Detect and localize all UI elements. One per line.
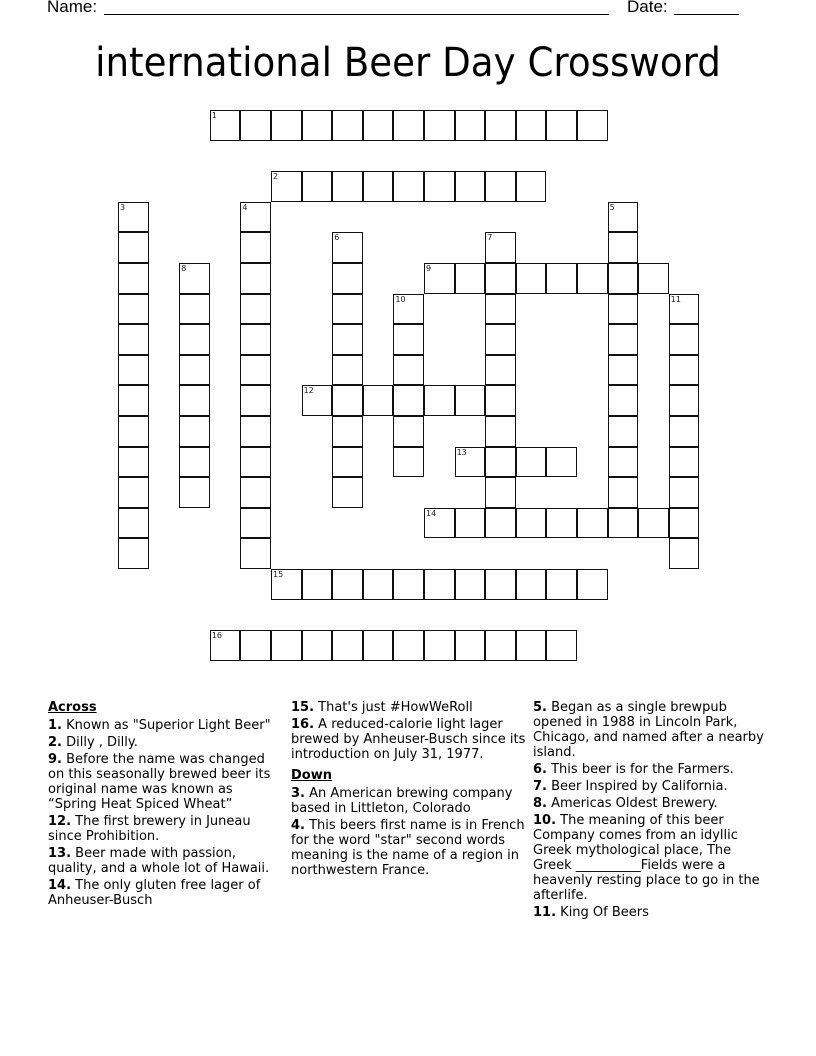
- grid-cell[interactable]: [332, 263, 363, 294]
- clue-text: The only gluten free lager of Anheuser-Busch: [48, 878, 261, 908]
- grid-cell[interactable]: [363, 385, 394, 416]
- across-clue: [48, 814, 283, 844]
- grid-cell[interactable]: [424, 171, 455, 202]
- across-clue: [291, 700, 526, 715]
- grid-cell[interactable]: [546, 263, 577, 294]
- grid-cell[interactable]: [485, 171, 516, 202]
- clue-text: Before the name was changed on this seasonally brewed beer its original name was known as “Spring Heat Spiced Wheat”: [48, 752, 271, 812]
- grid-cell[interactable]: [210, 110, 241, 141]
- grid-cell[interactable]: [485, 232, 516, 263]
- grid-cell[interactable]: [485, 569, 516, 600]
- grid-cell[interactable]: [485, 447, 516, 478]
- clue-number-label: 9.: [48, 752, 62, 767]
- clue-number: 11: [670, 294, 681, 304]
- grid-cell[interactable]: [302, 385, 333, 416]
- clue-number-label: 15.: [291, 700, 315, 715]
- grid-cell[interactable]: [485, 508, 516, 539]
- grid-cell[interactable]: [118, 294, 149, 325]
- grid-cell[interactable]: [332, 416, 363, 447]
- grid-cell[interactable]: [240, 477, 271, 508]
- grid-cell[interactable]: [179, 416, 210, 447]
- clue-number: 15: [273, 570, 284, 579]
- grid-cell[interactable]: [455, 630, 486, 661]
- clues-column-3: [533, 700, 768, 922]
- grid-cell[interactable]: [546, 110, 577, 141]
- grid-cell[interactable]: [546, 508, 577, 539]
- grid-cell[interactable]: [118, 263, 149, 294]
- clue-text: An American brewing company based in Littleton, Colorado: [291, 786, 513, 816]
- grid-cell[interactable]: [332, 477, 363, 508]
- clue-text: This beer is for the Farmers.: [546, 762, 734, 777]
- grid-cell[interactable]: [363, 569, 394, 600]
- grid-cell[interactable]: [516, 447, 547, 478]
- grid-cell[interactable]: [608, 294, 639, 325]
- grid-cell[interactable]: [393, 447, 424, 478]
- grid-cell[interactable]: [485, 416, 516, 447]
- clue-number: 3: [120, 202, 126, 212]
- grid-cell[interactable]: [302, 569, 333, 600]
- clue-text: Dilly , Dilly.: [61, 735, 138, 750]
- clue-number-label: 4.: [291, 818, 305, 833]
- grid-cell[interactable]: [118, 538, 149, 569]
- grid-cell[interactable]: [179, 263, 210, 294]
- grid-cell[interactable]: [608, 324, 639, 355]
- grid-cell[interactable]: [669, 416, 700, 447]
- grid-cell[interactable]: [302, 630, 333, 661]
- clue-number: 12: [303, 386, 314, 396]
- grid-cell[interactable]: [363, 110, 394, 141]
- grid-cell[interactable]: [516, 569, 547, 600]
- grid-cell[interactable]: [608, 385, 639, 416]
- grid-cell[interactable]: [332, 385, 363, 416]
- clue-number: 6: [334, 233, 340, 243]
- grid-cell[interactable]: [332, 110, 363, 141]
- down-clue: [533, 813, 768, 903]
- clue-number-label: 14.: [48, 878, 72, 893]
- grid-cell[interactable]: [577, 110, 608, 141]
- grid-cell[interactable]: [424, 569, 455, 600]
- clue-number-label: 13.: [48, 846, 72, 861]
- grid-cell[interactable]: [485, 630, 516, 661]
- grid-cell[interactable]: [669, 294, 700, 325]
- grid-cell[interactable]: [393, 294, 424, 325]
- grid-cell[interactable]: [240, 324, 271, 355]
- clue-number: 7: [487, 233, 493, 243]
- grid-cell[interactable]: [332, 171, 363, 202]
- grid-cell[interactable]: [516, 171, 547, 202]
- clue-number-label: 3.: [291, 786, 305, 801]
- grid-cell[interactable]: [577, 508, 608, 539]
- grid-cell[interactable]: [516, 508, 547, 539]
- clue-text: Began as a single brewpub opened in 1988 in Lincoln Park, Chicago, and named after a nearby island.: [533, 700, 764, 760]
- grid-cell[interactable]: [455, 447, 486, 478]
- grid-cell[interactable]: [669, 355, 700, 386]
- grid-cell[interactable]: [179, 477, 210, 508]
- grid-cell[interactable]: [179, 447, 210, 478]
- grid-cell[interactable]: [332, 294, 363, 325]
- grid-cell[interactable]: [485, 324, 516, 355]
- grid-cell[interactable]: [638, 508, 669, 539]
- grid-cell[interactable]: [363, 630, 394, 661]
- grid-cell[interactable]: [332, 447, 363, 478]
- grid-cell[interactable]: [240, 355, 271, 386]
- clue-number-label: 16.: [291, 717, 315, 732]
- grid-cell[interactable]: [271, 171, 302, 202]
- down-clue: [291, 818, 526, 878]
- clues-column-2: [291, 700, 526, 880]
- date-label: Date:: [627, 0, 668, 16]
- grid-cell[interactable]: [485, 294, 516, 325]
- grid-cell[interactable]: [393, 355, 424, 386]
- grid-cell[interactable]: [485, 477, 516, 508]
- grid-cell[interactable]: [210, 630, 241, 661]
- grid-cell[interactable]: [455, 569, 486, 600]
- clue-text: Americas Oldest Brewery.: [546, 796, 718, 811]
- grid-cell[interactable]: [179, 385, 210, 416]
- grid-cell[interactable]: [455, 263, 486, 294]
- grid-cell[interactable]: [332, 324, 363, 355]
- grid-cell[interactable]: [302, 110, 333, 141]
- grid-cell[interactable]: [393, 110, 424, 141]
- grid-cell[interactable]: [118, 324, 149, 355]
- grid-cell[interactable]: [393, 630, 424, 661]
- grid-cell[interactable]: [608, 508, 639, 539]
- grid-cell[interactable]: [608, 416, 639, 447]
- grid-cell[interactable]: [424, 263, 455, 294]
- clue-number: 8: [181, 264, 187, 273]
- grid-cell[interactable]: [608, 355, 639, 386]
- grid-cell[interactable]: [669, 477, 700, 508]
- across-clue: [291, 717, 526, 762]
- clue-text: Beer made with passion, quality, and a whole lot of Hawaii.: [48, 846, 270, 876]
- grid-cell[interactable]: [546, 630, 577, 661]
- grid-cell[interactable]: [240, 416, 271, 447]
- clue-number-label: 1.: [48, 718, 62, 733]
- grid-cell[interactable]: [271, 630, 302, 661]
- grid-cell[interactable]: [118, 385, 149, 416]
- grid-cell[interactable]: [424, 110, 455, 141]
- down-clue: [533, 905, 768, 920]
- down-clue: [533, 762, 768, 777]
- grid-cell[interactable]: [455, 110, 486, 141]
- down-clue: [533, 779, 768, 794]
- grid-cell[interactable]: [332, 355, 363, 386]
- grid-cell[interactable]: [240, 263, 271, 294]
- clue-text: That's just #HowWeRoll: [314, 700, 473, 715]
- grid-cell[interactable]: [516, 263, 547, 294]
- grid-cell[interactable]: [240, 385, 271, 416]
- grid-cell[interactable]: [240, 202, 271, 233]
- grid-cell[interactable]: [424, 630, 455, 661]
- down-clue: [291, 786, 526, 816]
- grid-cell[interactable]: [485, 110, 516, 141]
- across-clue: [48, 846, 283, 876]
- clue-number-label: 8.: [533, 796, 547, 811]
- grid-cell[interactable]: [393, 569, 424, 600]
- grid-cell[interactable]: [240, 630, 271, 661]
- grid-cell[interactable]: [577, 569, 608, 600]
- grid-cell[interactable]: [516, 110, 547, 141]
- clue-number-label: 6.: [533, 762, 547, 777]
- across-clue: [48, 878, 283, 908]
- grid-cell[interactable]: [179, 324, 210, 355]
- clues-column-1: [48, 700, 283, 910]
- down-heading: Down: [291, 768, 332, 783]
- grid-cell[interactable]: [608, 263, 639, 294]
- grid-cell[interactable]: [363, 171, 394, 202]
- clue-text: Known as "Superior Light Beer": [61, 718, 271, 733]
- grid-cell[interactable]: [332, 569, 363, 600]
- grid-cell[interactable]: [393, 416, 424, 447]
- grid-cell[interactable]: [393, 171, 424, 202]
- grid-cell[interactable]: [608, 447, 639, 478]
- grid-cell[interactable]: [424, 508, 455, 539]
- grid-cell[interactable]: [485, 355, 516, 386]
- grid-cell[interactable]: [332, 232, 363, 263]
- down-clue: [533, 700, 768, 760]
- clue-number: 16: [211, 631, 222, 641]
- grid-cell[interactable]: [516, 630, 547, 661]
- grid-cell[interactable]: [393, 324, 424, 355]
- grid-cell[interactable]: [118, 355, 149, 386]
- clue-text: A reduced-calorie light lager brewed by Anheuser-Busch since its introduction on July 31, 1977.: [291, 717, 526, 762]
- grid-cell[interactable]: [608, 232, 639, 263]
- grid-cell[interactable]: [669, 447, 700, 478]
- grid-cell[interactable]: [669, 324, 700, 355]
- clue-text: Beer Inspired by California.: [546, 779, 728, 794]
- across-clue: [48, 752, 283, 812]
- clue-number-label: 7.: [533, 779, 547, 794]
- grid-cell[interactable]: [455, 385, 486, 416]
- grid-cell[interactable]: [118, 508, 149, 539]
- grid-cell[interactable]: [455, 171, 486, 202]
- grid-cell[interactable]: [608, 202, 639, 233]
- clue-number-label: 10.: [533, 813, 557, 828]
- clue-number: 4: [242, 202, 248, 212]
- grid-cell[interactable]: [424, 385, 455, 416]
- name-label: Name:: [47, 0, 98, 16]
- clue-number-label: 2.: [48, 735, 62, 750]
- clue-text: The first brewery in Juneau since Prohibition.: [48, 814, 251, 844]
- clue-number-label: 12.: [48, 814, 72, 829]
- grid-cell[interactable]: [669, 538, 700, 569]
- grid-cell[interactable]: [302, 171, 333, 202]
- across-clue: [48, 718, 283, 733]
- grid-cell[interactable]: [179, 294, 210, 325]
- grid-cell[interactable]: [240, 508, 271, 539]
- grid-cell[interactable]: [118, 416, 149, 447]
- clue-number: 14: [426, 508, 437, 518]
- grid-cell[interactable]: [546, 569, 577, 600]
- grid-cell[interactable]: [118, 477, 149, 508]
- grid-cell[interactable]: [271, 110, 302, 141]
- clue-text: The meaning of this beer Company comes from an idyllic Greek mythological place, The Greek __________Fields were a heavenly resting place to go in the afterlife.: [533, 813, 760, 903]
- clue-number-label: 5.: [533, 700, 547, 715]
- page-title: international Beer Day Crossword: [95, 40, 721, 86]
- grid-cell[interactable]: [240, 538, 271, 569]
- grid-cell[interactable]: [608, 477, 639, 508]
- clue-number: 5: [609, 202, 615, 212]
- grid-cell[interactable]: [118, 447, 149, 478]
- grid-cell[interactable]: [393, 385, 424, 416]
- grid-cell[interactable]: [240, 232, 271, 263]
- grid-cell[interactable]: [669, 385, 700, 416]
- grid-cell[interactable]: [179, 355, 210, 386]
- clue-number: 13: [456, 447, 467, 457]
- across-clue: [48, 735, 283, 750]
- grid-cell[interactable]: [332, 630, 363, 661]
- clue-text: This beers first name is in French for the word "star" second words meaning is the name of a region in northwestern France.: [291, 818, 525, 878]
- down-clue: [533, 796, 768, 811]
- grid-cell[interactable]: [240, 110, 271, 141]
- grid-cell[interactable]: [271, 569, 302, 600]
- grid-cell[interactable]: [577, 263, 608, 294]
- grid-cell[interactable]: [638, 263, 669, 294]
- grid-cell[interactable]: [118, 232, 149, 263]
- clue-number: 10: [395, 294, 406, 304]
- clue-number: 2: [273, 172, 279, 182]
- grid-cell[interactable]: [240, 294, 271, 325]
- grid-cell[interactable]: [669, 508, 700, 539]
- grid-cell[interactable]: [240, 447, 271, 478]
- grid-cell[interactable]: [485, 385, 516, 416]
- clue-number-label: 11.: [533, 905, 557, 920]
- clue-number: 9: [426, 264, 432, 273]
- across-heading: Across: [48, 700, 97, 715]
- clue-text: King Of Beers: [556, 905, 649, 920]
- grid-cell[interactable]: [455, 508, 486, 539]
- grid-cell[interactable]: [546, 447, 577, 478]
- grid-cell[interactable]: [118, 202, 149, 233]
- grid-cell[interactable]: [485, 263, 516, 294]
- clue-number: 1: [211, 111, 217, 120]
